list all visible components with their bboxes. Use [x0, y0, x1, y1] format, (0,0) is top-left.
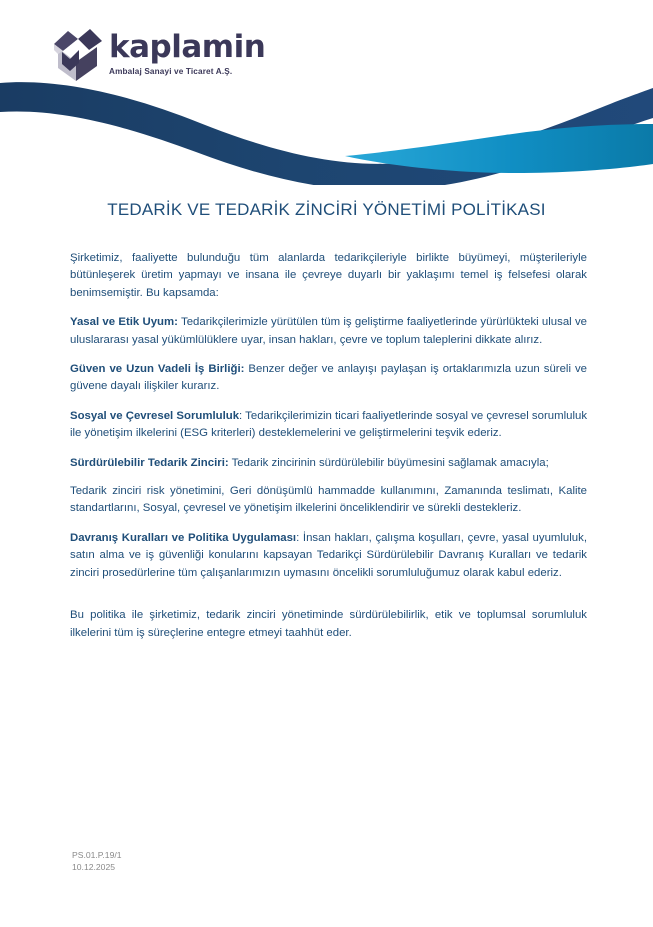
- paragraph-social-environmental-responsibility: [70, 408, 587, 443]
- paragraph-trust-long-term-partnership: [70, 361, 587, 396]
- page-header-banner: [0, 0, 653, 185]
- paragraph-text: Benzer değer ve anlayışı paylaşan iş ortaklarımızla uzun süreli ve güvene dayalı ilişkiler kurarız.: [70, 363, 587, 393]
- paragraph-sustainable-supply-chain: [70, 455, 587, 472]
- footer-date: 10.12.2025: [72, 861, 116, 872]
- company-logo: [52, 26, 265, 84]
- open-box-icon: [52, 28, 104, 84]
- paragraph-code-of-conduct-policy-implementation: [70, 530, 587, 582]
- paragraph-intro: [70, 250, 587, 302]
- paragraph-lead: Yasal ve Etik Uyum:: [70, 316, 178, 329]
- paragraph-supply-chain-priorities: [70, 483, 587, 518]
- paragraph-lead: Davranış Kuralları ve Politika Uygulaması: [70, 531, 297, 544]
- paragraph-text: : İnsan hakları, çalışma koşulları, çevre, yasal uyumluluk, satın alma ve iş güvenliği konularını kapsayan Tedarikçi Sürdürülebilir Davranış Kuralları ve tedarik zinciri prosedürlerine tüm çalışanlarımızın uymasını öncelikli sorumluluğumuz olarak kabul ederiz.: [70, 531, 587, 579]
- logo-wordmark: kaplamin: [109, 29, 266, 65]
- logo-tagline: Ambalaj Sanayi ve Ticaret A.Ş.: [109, 66, 233, 76]
- paragraph-text: : Tedarikçilerimizin ticari faaliyetlerinde sosyal ve çevresel sorumluluk ile yönetişim ilkelerini (ESG kriterleri) desteklemelerini ve geliştirmelerini teşvik ederiz.: [70, 409, 588, 440]
- paragraph-lead: Sosyal ve Çevresel Sorumluluk: [70, 409, 240, 422]
- document-footer: [72, 850, 122, 873]
- document-body: [70, 250, 587, 654]
- paragraph-text: Şirketimiz, faaliyette bulunduğu tüm alanlarda tedarikçileriyle birlikte büyümeyi, müşterileriyle bütünleşerek üretim yapmayı ve insana ile çevreye duyarlı bir yaklaşımı temel iş felsefesi olarak benimsemiştir. Bu kapsamda:: [70, 252, 587, 299]
- footer-document-code: PS.01.P.19/1: [72, 850, 122, 860]
- paragraph-closing-commitment: Bu politika ile şirketimiz, tedarik zinciri yönetiminde sürdürülebilirlik, etik ve toplumsal sorumluluk ilkelerini tüm iş süreçlerine entegre etmeyi taahhüt eder.: [70, 609, 587, 639]
- paragraph-text: Tedarik zincirinin sürdürülebilir büyümesini sağlamak amacıyla;: [228, 456, 549, 469]
- paragraph-lead: Sürdürülebilir Tedarik Zinciri:: [70, 456, 229, 469]
- paragraph-text: Tedarikçilerimizle yürütülen tüm iş geliştirme faaliyetlerinde yürürlükteki ulusal ve uluslararası yasal yükümlülüklere uyar, insan hakları, çevre ve toplum taleplerini dikkate alırız.: [70, 316, 587, 346]
- paragraph-legal-ethical-compliance: [70, 314, 587, 349]
- document-title: TEDARİK VE TEDARİK ZİNCİRİ YÖNETİMİ POLİTİKASI: [107, 200, 546, 219]
- paragraph-lead: Güven ve Uzun Vadeli İş Birliği:: [70, 363, 245, 376]
- paragraph-text: Tedarik zinciri risk yönetimini, Geri dönüşümlü hammadde kullanımını, Zamanında teslimatı, Kalite standartlarını, Sosyal, çevresel ve yönetişim ilkelerini önceliklendirir ve sürekli destekleriz.: [70, 485, 587, 515]
